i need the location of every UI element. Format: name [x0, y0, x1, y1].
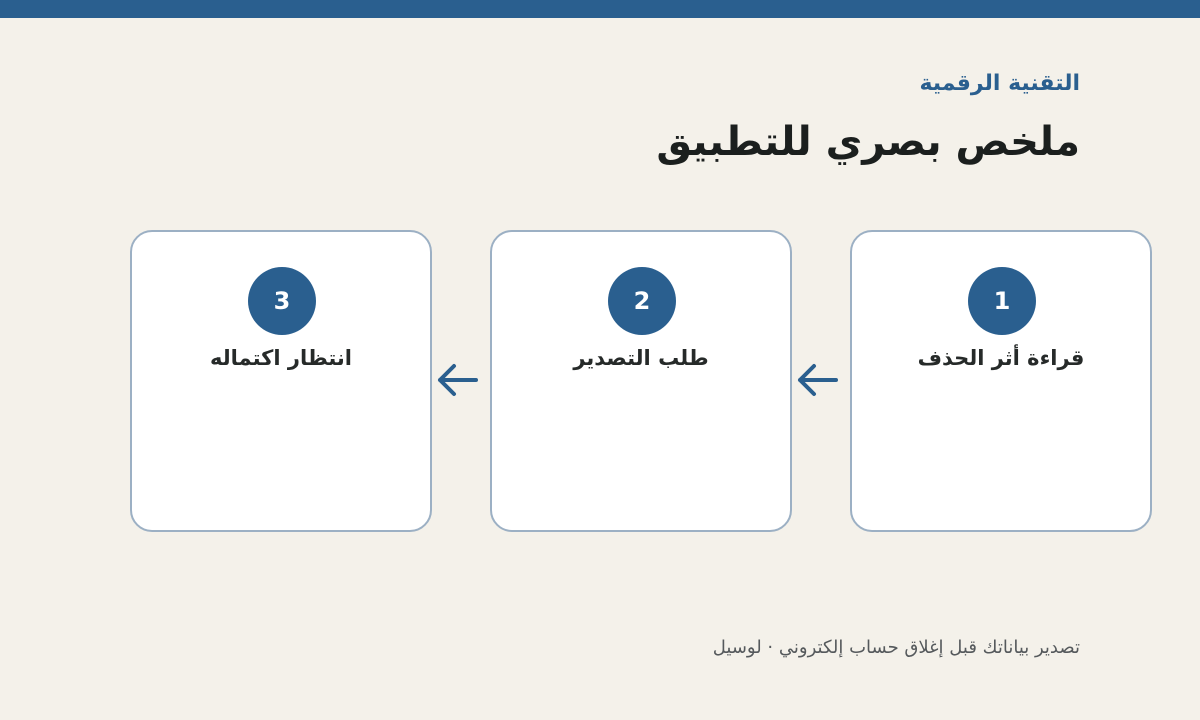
- step-card-1: [850, 230, 1152, 532]
- step-label: طلب التصدير: [573, 346, 709, 370]
- page-title: ملخص بصري للتطبيق: [656, 119, 1080, 165]
- step-number-badge: 2: [608, 267, 676, 335]
- step-label: انتظار اكتماله: [210, 346, 352, 370]
- footer-caption: تصدير بياناتك قبل إغلاق حساب إلكتروني · لوسيل: [712, 637, 1080, 658]
- arrow-left-icon: [432, 362, 480, 398]
- step-number-badge: 3: [248, 267, 316, 335]
- section-kicker: التقنية الرقمية: [919, 71, 1080, 96]
- top-accent-bar: [0, 0, 1200, 18]
- step-label: قراءة أثر الحذف: [917, 346, 1085, 370]
- arrow-left-icon: [792, 362, 840, 398]
- step-card-3: [130, 230, 432, 532]
- step-number-badge: 1: [968, 267, 1036, 335]
- step-card-2: [490, 230, 792, 532]
